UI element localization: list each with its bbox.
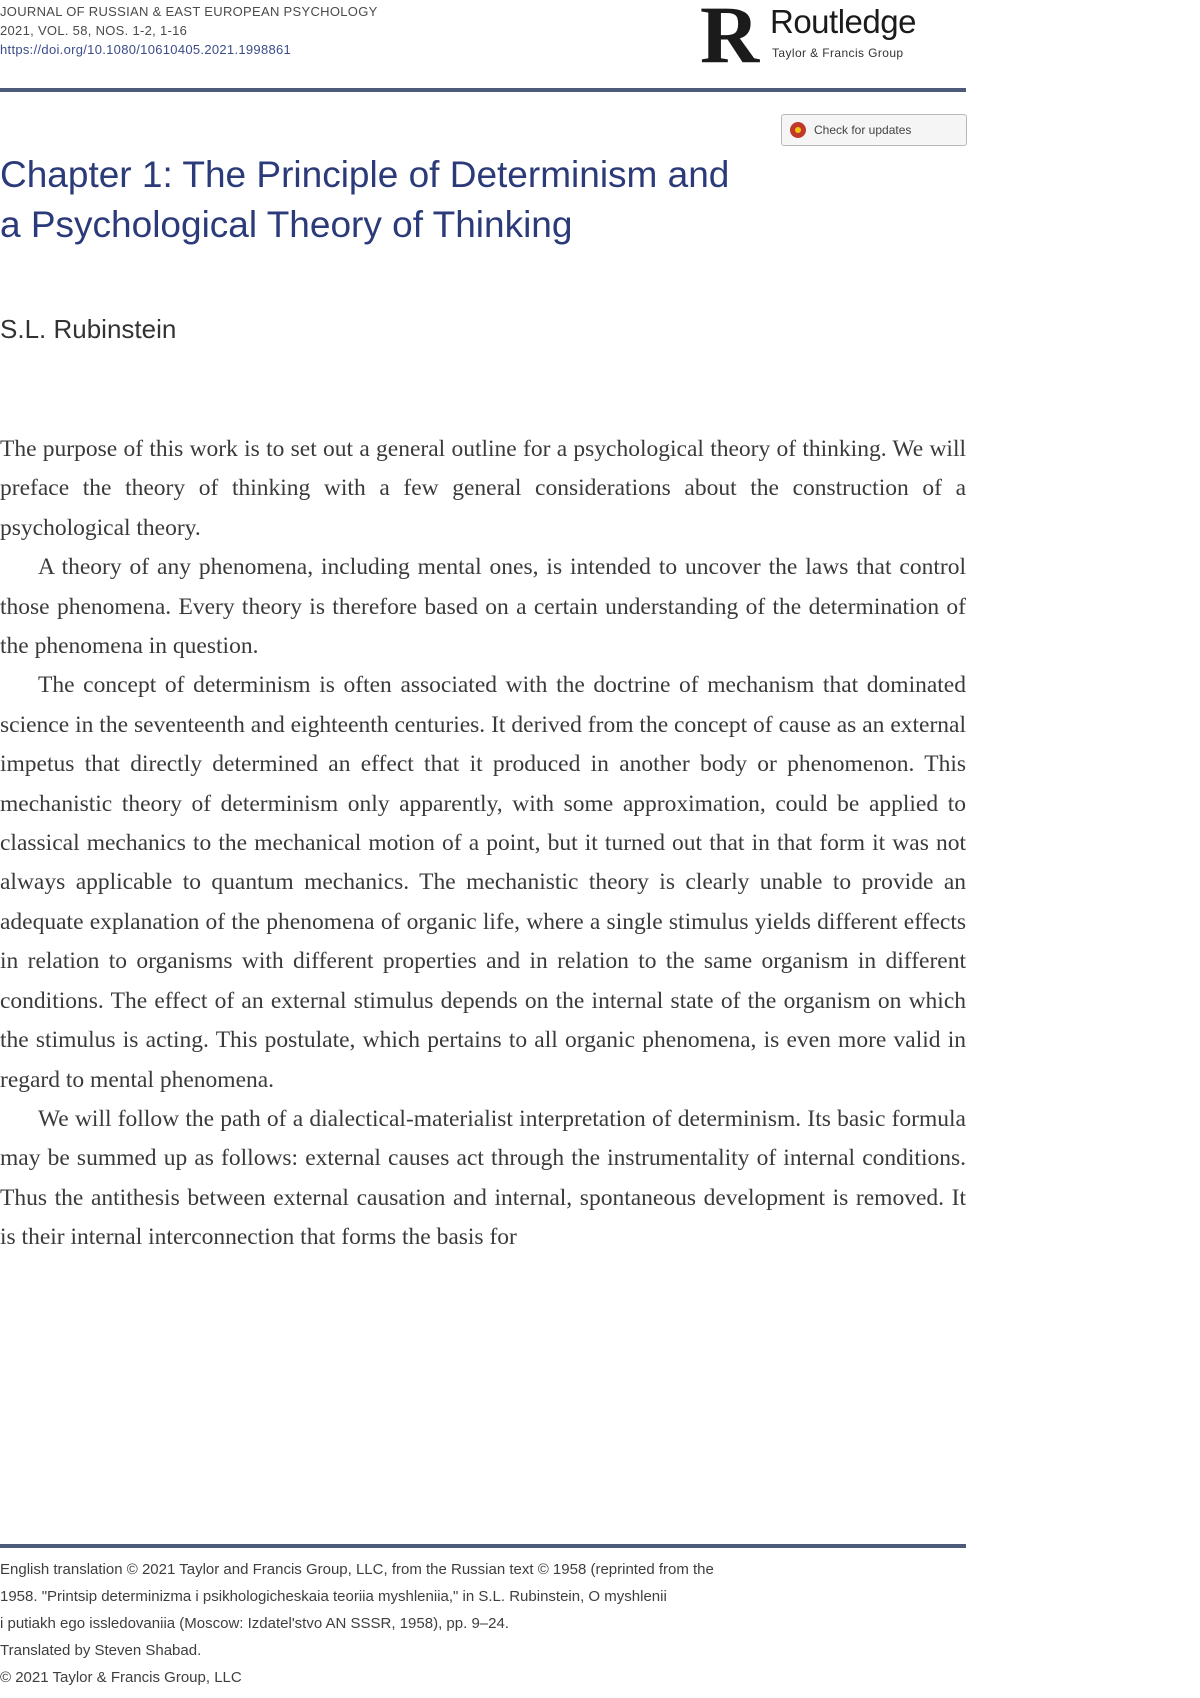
article-body [0, 430, 966, 1258]
footnotes [0, 1556, 966, 1691]
doi-link[interactable]: https://doi.org/10.1080/10610405.2021.1998861 [0, 42, 292, 57]
header-divider [0, 88, 966, 92]
footnote-line: 1958. "Printsip determinizma i psikhologicheskaia teoriia myshleniia," in S.L. Rubinstein, O myshlenii [0, 1588, 667, 1605]
publisher-logo [700, 0, 970, 78]
body-paragraph: We will follow the path of a dialectical-materialist interpretation of determinism. Its basic formula may be summed up as follows: external causes act through the instrumentality of internal conditions. Thus the antithesis between external causation and internal, spontaneous development is removed. It is their internal interconnection that forms the basis for [0, 1105, 966, 1251]
body-paragraph: A theory of any phenomena, including mental ones, is intended to uncover the laws that control those phenomena. Every theory is therefore based on a certain understanding of the determination of the phenomena in question. [0, 554, 966, 660]
journal-name: JOURNAL OF RUSSIAN & EAST EUROPEAN PSYCHOLOGY [0, 4, 378, 19]
journal-metadata [0, 2, 620, 59]
publisher-subtitle: Taylor & Francis Group [772, 46, 904, 60]
body-paragraph: The purpose of this work is to set out a general outline for a psychological theory of thinking. We will preface the theory of thinking with a few general considerations about the construction of a psychological theory. [0, 436, 966, 541]
check-for-updates-label: Check for updates [814, 123, 912, 137]
footnote-line: i putiakh ego issledovaniia (Moscow: Izdatel'stvo AN SSSR, 1958), pp. 9–24. [0, 1615, 509, 1632]
publisher-name: Routledge [770, 3, 916, 40]
author-name: S.L. Rubinstein [0, 314, 177, 344]
article-title-line-1: Chapter 1: The Principle of Determinism and [0, 154, 730, 195]
article-title [0, 150, 880, 250]
body-paragraph: The concept of determinism is often associated with the doctrine of mechanism that dominated science in the seventeenth and eighteenth centuries. It derived from the concept of cause as an external impetus that directly determined an effect that it produced in another body or phenomenon. This mechanistic theory of determinism only apparently, with some approximation, could be applied to classical mechanics to the mechanical motion of a point, but it turned out that in that form it was not always applicable to quantum mechanics. The mechanistic theory is clearly unable to provide an adequate explanation of the phenomena of organic life, where a single stimulus yields different effects in relation to organisms with different properties and in relation to the same organism in different conditions. The effect of an external stimulus depends on the internal state of the organism on which the stimulus is acting. This postulate, which pertains to all organic phenomena, is even more valid in regard to mental phenomena. [0, 672, 966, 1093]
footnote-divider [0, 1544, 966, 1548]
volume-line: 2021, VOL. 58, NOS. 1-2, 1-16 [0, 23, 188, 38]
publisher-logo-letter: R [700, 0, 760, 80]
translator-credit: Translated by Steven Shabad. [0, 1642, 202, 1659]
crossmark-icon [790, 122, 806, 138]
copyright-notice: © 2021 Taylor & Francis Group, LLC [0, 1669, 242, 1686]
check-for-updates-button[interactable] [781, 114, 967, 146]
article-title-line-2: a Psychological Theory of Thinking [0, 204, 573, 245]
footnote-line: English translation © 2021 Taylor and Francis Group, LLC, from the Russian text © 1958 (reprinted from the [0, 1561, 714, 1578]
